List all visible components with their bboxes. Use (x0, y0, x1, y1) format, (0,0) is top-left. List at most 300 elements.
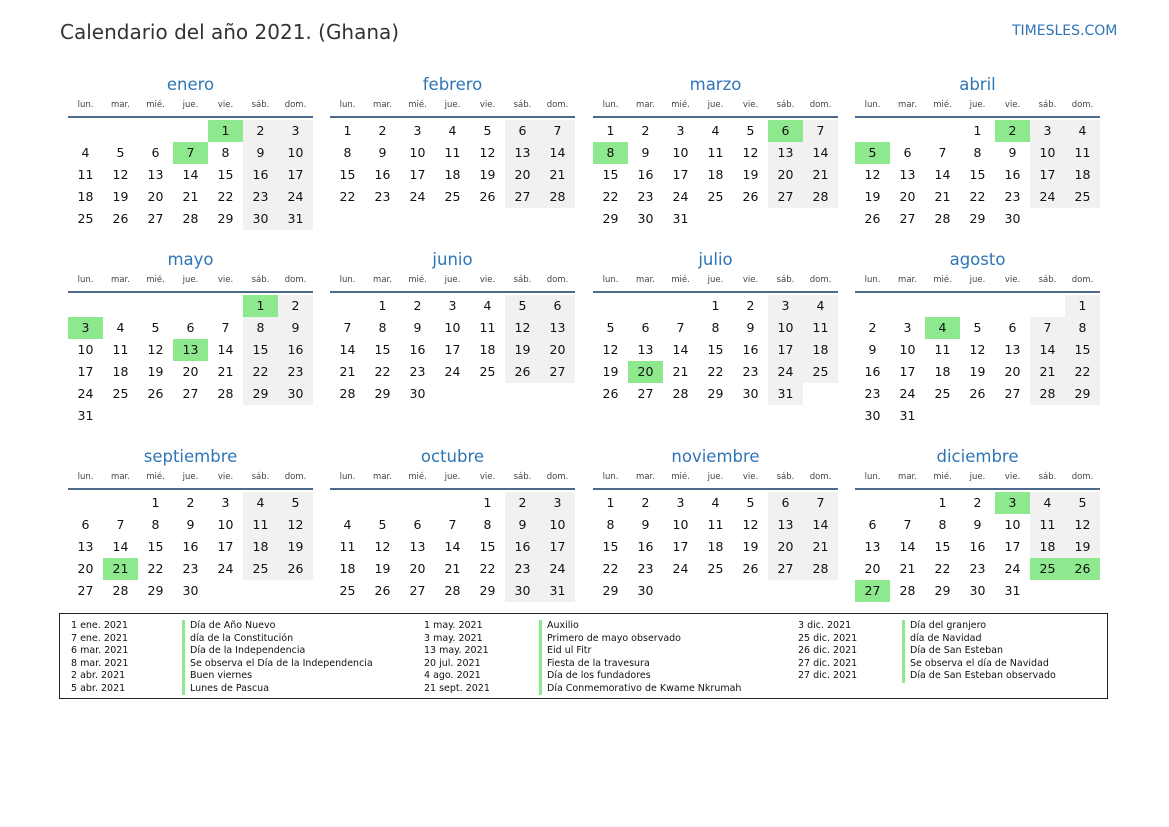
day-cell: 28 (672, 386, 689, 401)
day-cell: 22 (374, 364, 391, 379)
day-cell: 28 (803, 558, 838, 580)
holiday-day-cell: 4 (925, 317, 960, 339)
day-cell: 20 (77, 561, 94, 576)
day-cell: 8 (711, 320, 720, 335)
day-cell: 14 (182, 167, 199, 182)
day-grid (855, 293, 1100, 423)
day-cell: 26 (479, 189, 496, 204)
day-cell: 12 (505, 317, 540, 339)
day-cell: 10 (768, 317, 803, 339)
day-cell: 31 (899, 408, 916, 423)
day-grid (330, 293, 575, 407)
day-cell: 8 (1065, 317, 1100, 339)
day-cell: 21 (934, 189, 951, 204)
day-cell: 2 (378, 123, 387, 138)
day-cell: 2 (973, 495, 982, 510)
weekday-label: jue. (444, 275, 461, 285)
day-cell: 27 (768, 558, 803, 580)
day-cell: 25 (112, 386, 129, 401)
day-cell: 12 (602, 342, 619, 357)
day-cell: 25 (707, 561, 724, 576)
month-name: marzo (689, 75, 742, 94)
day-cell: 15 (479, 539, 496, 554)
day-cell: 27 (1004, 386, 1021, 401)
day-cell: 3 (676, 123, 685, 138)
weekday-label: mié. (933, 472, 952, 482)
weekday-label: lun. (77, 472, 94, 482)
holiday-name: Día de Año Nuevo (182, 620, 275, 633)
day-cell: 28 (934, 211, 951, 226)
weekday-label: mié. (933, 100, 952, 110)
weekday-label: mié. (671, 100, 690, 110)
day-cell: 19 (278, 536, 313, 558)
holiday-name: día de Navidad (902, 633, 981, 646)
holiday-day-cell: 21 (103, 558, 138, 580)
weekday-header (330, 98, 575, 116)
weekday-label: mar. (636, 275, 655, 285)
weekday-label: mar. (373, 472, 392, 482)
day-cell: 6 (151, 145, 160, 160)
day-cell: 20 (540, 339, 575, 361)
day-cell: 31 (672, 211, 689, 226)
day-cell: 10 (444, 320, 461, 335)
weekday-label: vie. (1004, 275, 1021, 285)
day-cell: 30 (182, 583, 199, 598)
weekday-label: vie. (742, 472, 759, 482)
day-cell: 23 (505, 558, 540, 580)
day-cell: 17 (1030, 164, 1065, 186)
weekday-label: vie. (1004, 472, 1021, 482)
weekday-header (593, 470, 838, 488)
holiday-name: Día de la Independencia (182, 645, 305, 658)
holiday-list (59, 613, 1108, 699)
day-cell: 19 (505, 339, 540, 361)
day-cell: 6 (768, 492, 803, 514)
day-cell: 9 (413, 320, 422, 335)
weekday-label: sáb. (1038, 472, 1057, 482)
day-cell: 26 (742, 561, 759, 576)
weekday-label: jue. (969, 275, 986, 285)
day-cell: 21 (182, 189, 199, 204)
holiday-date: 20 jul. 2021 (424, 657, 481, 669)
month-name: octubre (420, 447, 485, 466)
day-cell: 26 (505, 361, 540, 383)
day-cell: 27 (77, 583, 94, 598)
weekday-label: jue. (707, 472, 724, 482)
month-septiembre (68, 446, 313, 604)
day-cell: 26 (602, 386, 619, 401)
page-title: Calendario del año 2021. (Ghana) (60, 20, 400, 44)
day-cell: 20 (505, 164, 540, 186)
day-cell: 20 (147, 189, 164, 204)
day-cell: 13 (77, 539, 94, 554)
day-cell: 22 (1065, 361, 1100, 383)
weekday-label: vie. (1004, 100, 1021, 110)
weekday-label: mar. (373, 100, 392, 110)
day-cell: 30 (505, 580, 540, 602)
day-cell: 9 (378, 145, 387, 160)
day-cell: 11 (112, 342, 129, 357)
month-name: julio (698, 250, 733, 269)
day-cell: 8 (378, 320, 387, 335)
day-cell: 22 (217, 189, 234, 204)
day-cell: 28 (899, 583, 916, 598)
day-cell: 17 (1004, 539, 1021, 554)
day-cell: 11 (339, 539, 356, 554)
day-cell: 29 (602, 583, 619, 598)
day-cell: 11 (707, 145, 724, 160)
weekday-label: mar. (111, 472, 130, 482)
month-mayo (68, 249, 313, 423)
holiday-name: Buen viernes (182, 670, 252, 683)
day-cell: 13 (1004, 342, 1021, 357)
day-cell: 8 (606, 517, 615, 532)
day-cell: 30 (243, 208, 278, 230)
day-cell: 1 (606, 123, 615, 138)
day-cell: 23 (374, 189, 391, 204)
weekday-label: sáb. (776, 100, 795, 110)
weekday-label: sáb. (513, 275, 532, 285)
day-cell: 3 (540, 492, 575, 514)
day-cell: 21 (899, 561, 916, 576)
day-cell: 20 (182, 364, 199, 379)
day-cell: 16 (637, 167, 654, 182)
month-febrero (330, 74, 575, 232)
day-cell: 25 (77, 211, 94, 226)
day-cell: 29 (479, 583, 496, 598)
weekday-label: dom. (1071, 100, 1094, 110)
month-diciembre (855, 446, 1100, 604)
day-cell: 5 (606, 320, 615, 335)
day-grid (68, 490, 313, 604)
day-cell: 9 (278, 317, 313, 339)
month-name: diciembre (936, 447, 1019, 466)
day-cell: 11 (77, 167, 94, 182)
day-cell: 8 (221, 145, 230, 160)
day-cell: 7 (803, 120, 838, 142)
day-cell: 15 (602, 167, 619, 182)
holiday-date: 26 dic. 2021 (798, 645, 858, 656)
day-cell: 19 (479, 167, 496, 182)
day-cell: 15 (602, 539, 619, 554)
day-cell: 7 (938, 145, 947, 160)
day-cell: 16 (374, 167, 391, 182)
day-cell: 27 (637, 386, 654, 401)
day-cell: 14 (112, 539, 129, 554)
day-cell: 29 (707, 386, 724, 401)
day-cell: 18 (243, 536, 278, 558)
day-cell: 29 (602, 211, 619, 226)
day-cell: 4 (1030, 492, 1065, 514)
day-cell: 15 (707, 342, 724, 357)
day-cell: 15 (374, 342, 391, 357)
day-cell: 28 (112, 583, 129, 598)
weekday-label: mar. (898, 100, 917, 110)
day-cell: 8 (973, 145, 982, 160)
day-cell: 19 (374, 561, 391, 576)
day-cell: 15 (147, 539, 164, 554)
day-cell: 15 (339, 167, 356, 182)
weekday-label: sáb. (776, 275, 795, 285)
day-cell: 4 (243, 492, 278, 514)
holiday-name: Día de San Esteban observado (902, 670, 1056, 683)
day-cell: 31 (1004, 583, 1021, 598)
day-cell: 20 (409, 561, 426, 576)
day-cell: 24 (1030, 186, 1065, 208)
day-cell: 2 (641, 495, 650, 510)
day-cell: 22 (969, 189, 986, 204)
day-grid (593, 490, 838, 604)
day-cell: 25 (479, 364, 496, 379)
day-cell: 16 (637, 539, 654, 554)
weekday-header (593, 98, 838, 116)
day-cell: 16 (505, 536, 540, 558)
weekday-label: jue. (182, 100, 199, 110)
day-cell: 22 (339, 189, 356, 204)
day-cell: 7 (448, 517, 457, 532)
day-cell: 18 (112, 364, 129, 379)
day-cell: 2 (505, 492, 540, 514)
day-cell: 12 (969, 342, 986, 357)
month-name: junio (432, 250, 473, 269)
holiday-date: 1 ene. 2021 (71, 620, 128, 631)
holiday-date: 8 mar. 2021 (71, 657, 129, 669)
day-cell: 19 (147, 364, 164, 379)
weekday-label: vie. (217, 100, 234, 110)
day-cell: 2 (243, 120, 278, 142)
weekday-label: mié. (146, 100, 165, 110)
day-cell: 22 (243, 361, 278, 383)
day-cell: 15 (217, 167, 234, 182)
day-cell: 13 (505, 142, 540, 164)
holiday-day-cell: 27 (855, 580, 890, 602)
day-cell: 8 (483, 517, 492, 532)
holiday-name: Se observa el Día de la Independencia (182, 658, 373, 671)
day-cell: 20 (768, 536, 803, 558)
day-cell: 6 (868, 517, 877, 532)
day-cell: 27 (768, 186, 803, 208)
weekday-label: mié. (146, 472, 165, 482)
weekday-label: lun. (864, 275, 881, 285)
day-cell: 13 (899, 167, 916, 182)
holiday-name: Eid ul Fitr (539, 645, 591, 658)
day-cell: 5 (746, 495, 755, 510)
day-cell: 27 (147, 211, 164, 226)
day-cell: 5 (746, 123, 755, 138)
holiday-day-cell: 8 (593, 142, 628, 164)
month-noviembre (593, 446, 838, 604)
day-cell: 12 (742, 145, 759, 160)
day-cell: 13 (864, 539, 881, 554)
day-cell: 4 (448, 123, 457, 138)
weekday-label: mar. (111, 275, 130, 285)
day-cell: 20 (864, 561, 881, 576)
day-cell: 5 (378, 517, 387, 532)
day-cell: 6 (1008, 320, 1017, 335)
day-cell: 28 (1030, 383, 1065, 405)
day-cell: 21 (339, 364, 356, 379)
day-cell: 27 (182, 386, 199, 401)
brand-link[interactable]: TIMESLES.COM (1012, 23, 1118, 39)
weekday-label: dom. (1071, 472, 1094, 482)
day-grid (855, 490, 1100, 604)
weekday-label: sáb. (776, 472, 795, 482)
day-cell: 27 (899, 211, 916, 226)
weekday-label: mié. (408, 275, 427, 285)
weekday-label: lun. (77, 275, 94, 285)
day-cell: 2 (278, 295, 313, 317)
day-cell: 3 (1030, 120, 1065, 142)
day-cell: 24 (444, 364, 461, 379)
day-cell: 24 (768, 361, 803, 383)
weekday-header (330, 273, 575, 291)
day-cell: 15 (243, 339, 278, 361)
day-cell: 16 (278, 339, 313, 361)
day-cell: 25 (444, 189, 461, 204)
day-cell: 16 (409, 342, 426, 357)
weekday-label: vie. (217, 472, 234, 482)
day-cell: 1 (1065, 295, 1100, 317)
day-cell: 21 (672, 364, 689, 379)
day-cell: 9 (186, 517, 195, 532)
holiday-date: 2 abr. 2021 (71, 670, 126, 681)
day-cell: 24 (278, 186, 313, 208)
day-cell: 28 (803, 186, 838, 208)
weekday-label: dom. (546, 275, 569, 285)
day-cell: 29 (374, 386, 391, 401)
day-cell: 21 (540, 164, 575, 186)
day-cell: 11 (803, 317, 838, 339)
day-cell: 9 (973, 517, 982, 532)
day-cell: 22 (479, 561, 496, 576)
day-cell: 9 (1008, 145, 1017, 160)
day-cell: 21 (803, 164, 838, 186)
day-cell: 9 (641, 517, 650, 532)
weekday-label: sáb. (1038, 100, 1057, 110)
day-cell: 13 (540, 317, 575, 339)
day-cell: 24 (672, 561, 689, 576)
day-cell: 19 (969, 364, 986, 379)
weekday-label: lun. (339, 100, 356, 110)
day-cell: 6 (540, 295, 575, 317)
day-cell: 23 (637, 561, 654, 576)
weekday-label: sáb. (1038, 275, 1057, 285)
month-name: mayo (167, 250, 214, 269)
month-name: septiembre (143, 447, 238, 466)
weekday-label: mar. (636, 100, 655, 110)
day-cell: 25 (803, 361, 838, 383)
day-cell: 9 (746, 320, 755, 335)
day-cell: 18 (1065, 164, 1100, 186)
weekday-label: mar. (636, 472, 655, 482)
weekday-header (593, 273, 838, 291)
day-cell: 3 (413, 123, 422, 138)
holiday-name: Fiesta de la travesura (539, 658, 650, 671)
day-cell: 22 (602, 189, 619, 204)
day-cell: 5 (973, 320, 982, 335)
month-junio (330, 249, 575, 407)
weekday-label: lun. (77, 100, 94, 110)
weekday-label: mié. (933, 275, 952, 285)
day-cell: 21 (217, 364, 234, 379)
day-cell: 1 (378, 298, 387, 313)
weekday-label: dom. (546, 472, 569, 482)
weekday-label: mar. (373, 275, 392, 285)
day-cell: 13 (147, 167, 164, 182)
weekday-label: sáb. (513, 472, 532, 482)
holiday-date: 27 dic. 2021 (798, 670, 858, 681)
weekday-label: dom. (1071, 275, 1094, 285)
weekday-label: vie. (479, 275, 496, 285)
day-cell: 4 (711, 123, 720, 138)
month-name: febrero (422, 75, 483, 94)
holiday-date: 13 may. 2021 (424, 645, 489, 656)
day-cell: 18 (707, 167, 724, 182)
day-cell: 25 (707, 189, 724, 204)
day-cell: 1 (151, 495, 160, 510)
day-cell: 22 (602, 561, 619, 576)
day-cell: 11 (444, 145, 461, 160)
day-cell: 28 (540, 186, 575, 208)
holiday-name: Primero de mayo observado (539, 633, 681, 646)
day-cell: 5 (116, 145, 125, 160)
day-cell: 19 (742, 167, 759, 182)
day-cell: 3 (676, 495, 685, 510)
holiday-day-cell: 2 (995, 120, 1030, 142)
day-cell: 30 (409, 386, 426, 401)
weekday-label: sáb. (251, 100, 270, 110)
day-cell: 29 (147, 583, 164, 598)
day-cell: 26 (374, 583, 391, 598)
day-cell: 18 (803, 339, 838, 361)
holiday-day-cell: 3 (68, 317, 103, 339)
weekday-label: jue. (182, 472, 199, 482)
day-cell: 30 (864, 408, 881, 423)
month-name: abril (959, 75, 996, 94)
day-cell: 19 (602, 364, 619, 379)
month-octubre (330, 446, 575, 604)
day-cell: 15 (934, 539, 951, 554)
day-cell: 17 (217, 539, 234, 554)
weekday-header (855, 470, 1100, 488)
day-cell: 3 (903, 320, 912, 335)
day-cell: 10 (672, 517, 689, 532)
weekday-label: mar. (898, 275, 917, 285)
day-cell: 18 (1030, 536, 1065, 558)
weekday-label: lun. (602, 275, 619, 285)
day-cell: 7 (803, 492, 838, 514)
day-cell: 1 (343, 123, 352, 138)
holiday-day-cell: 26 (1065, 558, 1100, 580)
day-cell: 2 (186, 495, 195, 510)
weekday-label: mié. (671, 472, 690, 482)
weekday-label: jue. (969, 472, 986, 482)
weekday-label: lun. (864, 100, 881, 110)
weekday-header (330, 470, 575, 488)
weekday-label: dom. (809, 275, 832, 285)
weekday-label: dom. (809, 472, 832, 482)
holiday-day-cell: 3 (995, 492, 1030, 514)
holiday-day-cell: 5 (855, 142, 890, 164)
day-cell: 8 (938, 517, 947, 532)
day-cell: 14 (803, 142, 838, 164)
day-cell: 10 (1004, 517, 1021, 532)
day-cell: 4 (81, 145, 90, 160)
day-cell: 23 (969, 561, 986, 576)
holiday-name: Lunes de Pascua (182, 683, 269, 696)
weekday-label: mié. (146, 275, 165, 285)
day-cell: 6 (186, 320, 195, 335)
